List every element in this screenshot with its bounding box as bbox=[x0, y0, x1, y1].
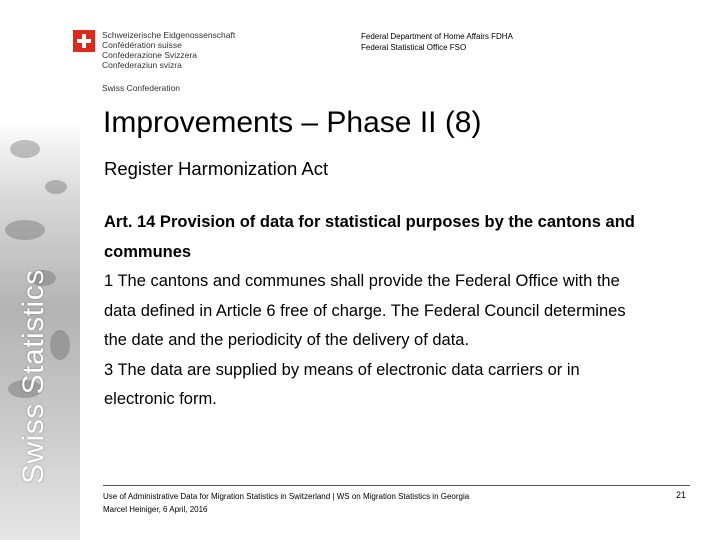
slide-title: Improvements – Phase II (8) bbox=[103, 106, 482, 139]
side-banner-text: Swiss Statistics bbox=[17, 269, 50, 484]
confederation-name-it: Confederazione Svizzera bbox=[102, 50, 197, 60]
confederation-name-de: Schweizerische Eidgenossenschaft bbox=[102, 30, 236, 40]
swiss-flag-icon bbox=[73, 30, 95, 52]
department-name: Federal Department of Home Affairs FDHA bbox=[361, 32, 513, 41]
footer-author-date: Marcel Heiniger, 6 April, 2016 bbox=[103, 505, 208, 514]
paragraph-3-line-2: electronic form. bbox=[104, 390, 217, 408]
confederation-name-en: Swiss Confederation bbox=[102, 83, 180, 93]
paragraph-1-line-2: data defined in Article 6 free of charge. The Federal Council determines bbox=[104, 301, 626, 320]
page-number: 21 bbox=[676, 490, 687, 500]
article-heading-line-1: Art. 14 Provision of data for statistical purposes by the cantons and bbox=[104, 213, 635, 231]
confederation-name-rm: Confederaziun svizra bbox=[102, 60, 182, 70]
paragraph-1-line-3: the date and the periodicity of the delivery of data. bbox=[104, 331, 470, 349]
footer-event: Use of Administrative Data for Migration Statistics in Switzerland | WS on Migration Statistics in Georgia bbox=[103, 492, 470, 501]
paragraph-3-line-1: 3 The data are supplied by means of electronic data carriers or in bbox=[104, 360, 580, 379]
slide-body bbox=[104, 208, 704, 415]
office-name: Federal Statistical Office FSO bbox=[361, 43, 467, 52]
footer-divider bbox=[103, 485, 690, 486]
confederation-names bbox=[102, 30, 235, 70]
slide-subtitle: Register Harmonization Act bbox=[104, 158, 329, 179]
paragraph-1-line-1: 1 The cantons and communes shall provide the Federal Office with the bbox=[104, 272, 620, 290]
article-heading-line-2: communes bbox=[104, 242, 192, 261]
footer-info bbox=[103, 490, 469, 516]
department-info bbox=[361, 31, 513, 53]
confederation-name-fr: Confédération suisse bbox=[102, 40, 182, 50]
